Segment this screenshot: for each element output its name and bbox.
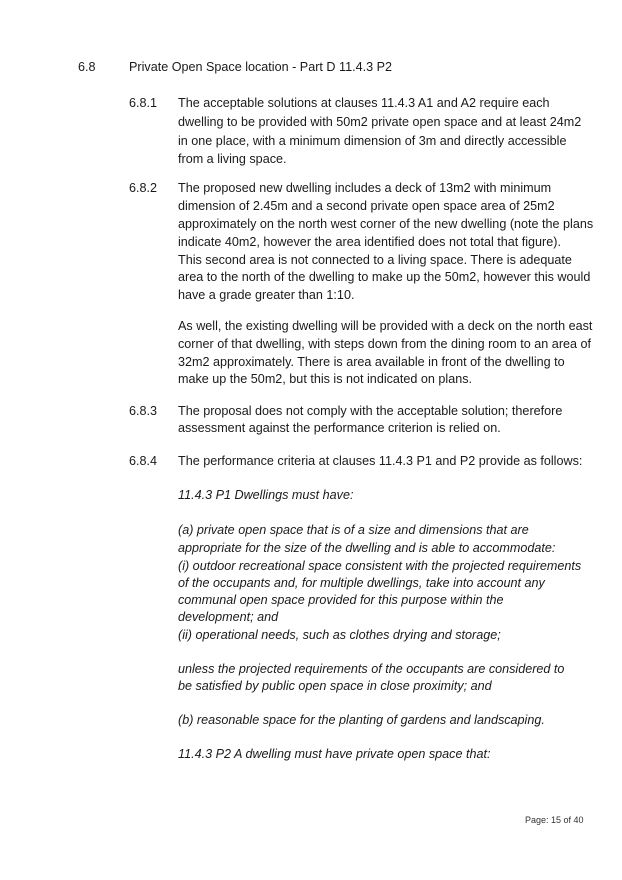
- text-line: unless the projected requirements of the occupants are considered to: [178, 662, 565, 676]
- text-line: The proposed new dwelling includes a deck of 13m2 with minimum: [178, 181, 552, 195]
- text-line: in one place, with a minimum dimension of 3m and directly accessible: [178, 134, 567, 148]
- text-line: dwelling to be provided with 50m2 private open space and at least 24m2: [178, 115, 582, 129]
- text-line: The proposal does not comply with the acceptable solution; therefore: [178, 404, 563, 418]
- text-line: corner of that dwelling, with steps down from the dining room to an area of: [178, 337, 592, 351]
- text-line: have a grade greater than 1:10.: [178, 288, 355, 302]
- p1-heading: 11.4.3 P1 Dwellings must have:: [178, 488, 354, 502]
- section-title: Private Open Space location - Part D 11.4.3 P2: [129, 60, 392, 74]
- text-line: from a living space.: [178, 152, 287, 166]
- subsection-number: 6.8.4: [129, 454, 158, 468]
- text-line: of the occupants and, for multiple dwellings, take into account any: [178, 576, 545, 590]
- text-line: The acceptable solutions at clauses 11.4.3 A1 and A2 require each: [178, 96, 550, 110]
- text-line: indicate 40m2, however the area identified does not total that figure).: [178, 235, 561, 249]
- text-line: (a) private open space that is of a size and dimensions that are: [178, 523, 529, 537]
- text-line: make up the 50m2, but this is not indicated on plans.: [178, 372, 473, 386]
- text-line: appropriate for the size of the dwelling and is able to accommodate:: [178, 541, 556, 555]
- text-line: 32m2 approximately. There is area available in front of the dwelling to: [178, 355, 565, 369]
- text-line: (ii) operational needs, such as clothes drying and storage;: [178, 628, 501, 642]
- p2-heading: 11.4.3 P2 A dwelling must have private open space that:: [178, 747, 491, 761]
- subsection-number: 6.8.2: [129, 181, 158, 195]
- subsection-number: 6.8.3: [129, 404, 158, 418]
- text-line: dimension of 2.45m and a second private open space area of 25m2: [178, 199, 555, 213]
- text-line: The performance criteria at clauses 11.4.3 P1 and P2 provide as follows:: [178, 454, 583, 468]
- page-number: Page: 15 of 40: [525, 815, 584, 825]
- text-line: assessment against the performance criterion is relied on.: [178, 421, 501, 435]
- text-line: This second area is not connected to a living space. There is adequate: [178, 253, 572, 267]
- text-line: approximately on the north west corner of the new dwelling (note the plans: [178, 217, 594, 231]
- section-number: 6.8: [78, 60, 96, 74]
- text-line: area to the north of the dwelling to make up the 50m2, however this would: [178, 270, 591, 284]
- text-line: (b) reasonable space for the planting of gardens and landscaping.: [178, 713, 545, 727]
- text-line: As well, the existing dwelling will be provided with a deck on the north east: [178, 319, 593, 333]
- text-line: be satisfied by public open space in close proximity; and: [178, 679, 492, 693]
- subsection-number: 6.8.1: [129, 96, 158, 110]
- text-line: development; and: [178, 610, 279, 624]
- text-line: (i) outdoor recreational space consistent with the projected requirements: [178, 559, 582, 573]
- text-line: communal open space provided for this purpose within the: [178, 593, 504, 607]
